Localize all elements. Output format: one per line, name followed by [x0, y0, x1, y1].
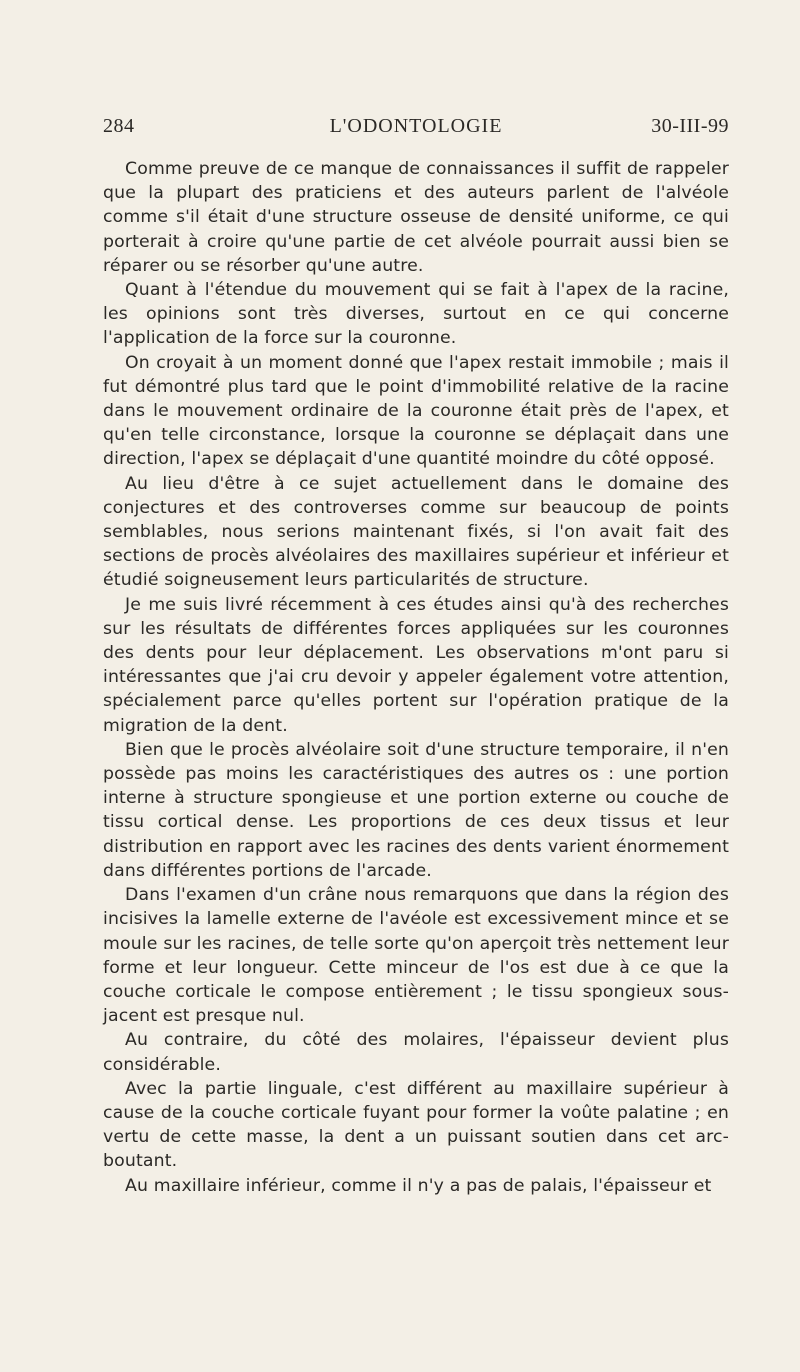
- paragraph: Comme preuve de ce manque de connaissances il suffit de rappeler que la plupart des praticiens et des auteurs parlent de l'alvéole comme s'il était d'une structure osseuse de densité uniforme, ce qui porterait à croire qu'une partie de cet alvéole pourrait aussi bien se réparer ou se résorber qu'une autre.: [103, 159, 729, 276]
- paragraph: Au maxillaire inférieur, comme il n'y a pas de palais, l'épaisseur et: [125, 1175, 712, 1196]
- paragraph: Bien que le procès alvéolaire soit d'une structure temporaire, il n'en possède pas moins les caractéristiques des autres os : une portion interne à structure spongieuse et une portion externe ou couche de tissu cortical dense. Les proportions de ces deux tissus et leur distribution en rapport avec les racines des dents varient énormement dans différentes portions de l'arcade.: [103, 739, 729, 881]
- paragraph: Quant à l'étendue du mouvement qui se fait à l'apex de la racine, les opinions sont très diverses, surtout en ce qui concerne l'application de la force sur la couronne.: [103, 280, 729, 349]
- paragraph: On croyait à un moment donné que l'apex restait immobile ; mais il fut démontré plus tard que le point d'immobilité relative de la racine dans le mouvement ordinaire de la couronne était près de l'apex, et qu'en telle circonstance, lorsque la couronne se déplaçait dans une direction, l'apex se déplaçait d'une quantité moindre du côté opposé.: [103, 352, 729, 470]
- paragraph: Dans l'examen d'un crâne nous remarquons que dans la région des incisives la lamelle externe de l'avéole est excessivement mince et se moule sur les racines, de telle sorte qu'on aperçoit très nettement leur forme et leur longueur. Cette minceur de l'os est due à ce que la couche corticale le compose entièrement ; le tissu spongieux sous-jacent est presque nul.: [103, 885, 729, 1027]
- running-header: [103, 115, 729, 145]
- article-body: [103, 157, 729, 1198]
- paragraph: Avec la partie linguale, c'est différent au maxillaire supérieur à cause de la couche corticale fuyant pour former la voûte palatine ; en vertu de cette masse, la dent a un puissant soutien dans cet arc-boutant.: [103, 1078, 729, 1172]
- paragraph: Au contraire, du côté des molaires, l'épaisseur devient plus considérable.: [103, 1030, 729, 1075]
- journal-title: L'ODONTOLOGIE: [329, 115, 503, 137]
- paragraph: Je me suis livré récemment à ces études ainsi qu'à des recherches sur les résultats de différentes forces appliquées sur les couronnes des dents pour leur déplacement. Les observations m'ont paru si intéressantes que j'ai cru devoir y appeler également votre attention, spécialement parce qu'elles portent sur l'opération pratique de la migration de la dent.: [103, 594, 729, 736]
- issue-date: 30-III-99: [651, 115, 729, 137]
- book-page: [103, 115, 729, 1198]
- paragraph: Au lieu d'être à ce sujet actuellement dans le domaine des conjectures et des controverses comme sur beaucoup de points semblables, nous serions maintenant fixés, si l'on avait fait des sections de procès alvéolaires des maxillaires supérieur et inférieur et étudié soigneusement leurs particularités de structure.: [103, 473, 729, 591]
- page-number: 284: [103, 115, 135, 137]
